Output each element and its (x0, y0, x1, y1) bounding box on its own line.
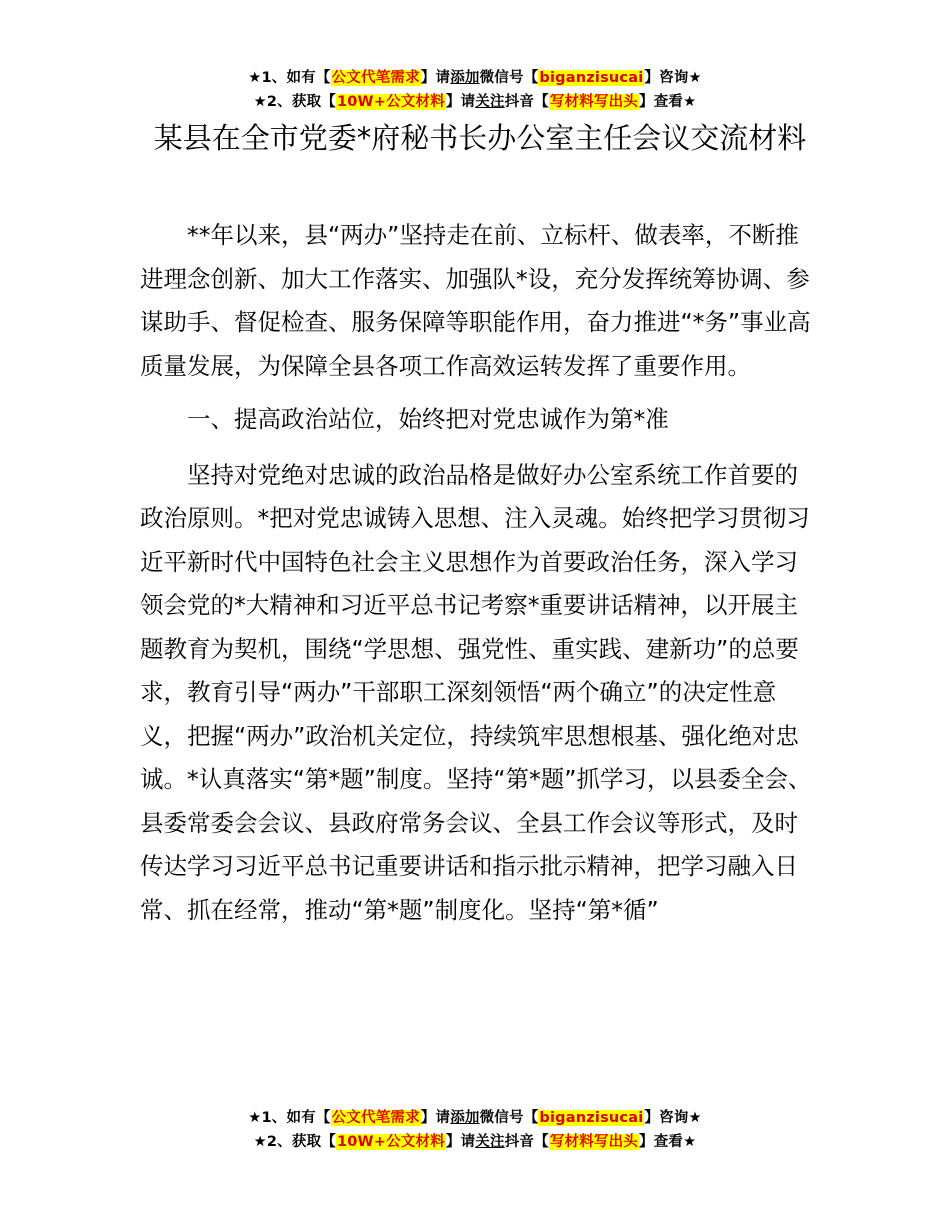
banner-text: ★1、如有【 (248, 1110, 331, 1126)
document-body (140, 214, 820, 932)
footer-banner (0, 1106, 950, 1154)
section-heading: 一、提高政治站位，始终把对党忠诚作为第*准 (187, 405, 669, 433)
banner-underlined: 关注 (475, 94, 505, 110)
banner-text: 微信号【 (479, 1110, 539, 1126)
banner-line-2 (0, 90, 950, 114)
banner-highlight: 10W+公文材料 (336, 1134, 445, 1150)
banner-text: 】咨询★ (644, 1110, 702, 1126)
banner-line-1 (0, 1106, 950, 1130)
banner-line-2 (0, 1130, 950, 1154)
banner-highlight: 写材料写出头 (549, 94, 639, 110)
banner-underlined: 添加 (450, 1110, 480, 1126)
paragraph-body: 坚持对党绝对忠诚的政治品格是做好办公室系统工作首要的政治原则。*把对党忠诚铸入思想、注入灵魂。始终把学习贯彻习近平新时代中国特色社会主义思想作为首要政治任务，深入学习领会党的*大精神和习近平总书记考察*重要讲话精神，以开展主题教育为契机，围绕“学思想、强党性、重实践、建新功”的总要求，教育引导“两办”干部职工深刻领悟“两个确立”的决定性意义，把握“两办”政治机关定位，持续筑牢思想根基、强化绝对忠诚。*认真落实“第*题”制度。坚持“第*题”抓学习，以县委全会、县委常委会会议、县政府常务会议、全县工作会议等形式，及时传达学习习近平总书记重要讲话和指示批示精神，把学习融入日常、抓在经常，推动“第*题”制度化。坚持“第*循” (140, 460, 812, 924)
header-banner (0, 66, 950, 114)
banner-highlight: biganzisucai (539, 1110, 644, 1126)
banner-underlined: 添加 (450, 70, 480, 86)
banner-text: 】查看★ (639, 94, 697, 110)
banner-highlight: 写材料写出头 (549, 1134, 639, 1150)
banner-text: 抖音【 (504, 1134, 549, 1150)
document-title: 某县在全市党委*府秘书长办公室主任会议交流材料 (153, 121, 807, 155)
banner-text: ★2、获取【 (253, 1134, 336, 1150)
banner-text: 】查看★ (639, 1134, 697, 1150)
banner-underlined: 关注 (475, 1134, 505, 1150)
banner-text: 】请 (445, 1134, 476, 1150)
banner-text: 微信号【 (479, 70, 539, 86)
banner-text: ★2、获取【 (253, 94, 336, 110)
banner-highlight: 10W+公文材料 (336, 94, 445, 110)
banner-text: 抖音【 (504, 94, 549, 110)
banner-text: 】请 (420, 1110, 451, 1126)
banner-text: 】请 (420, 70, 451, 86)
banner-highlight: 公文代笔需求 (331, 1110, 420, 1126)
banner-line-1 (0, 66, 950, 90)
banner-text: 】请 (445, 94, 476, 110)
banner-text: ★1、如有【 (248, 70, 331, 86)
banner-highlight: 公文代笔需求 (331, 70, 420, 86)
banner-highlight: biganzisucai (539, 70, 644, 86)
banner-text: 】咨询★ (644, 70, 702, 86)
paragraph-intro: **年以来，县“两办”坚持走在前、立标杆、做表率，不断推进理念创新、加大工作落实、加强队*设，充分发挥统筹协调、参谋助手、督促检查、服务保障等职能作用，奋力推进“*务”事业高质量发展，为保障全县各项工作高效运转发挥了重要作用。 (140, 221, 811, 380)
